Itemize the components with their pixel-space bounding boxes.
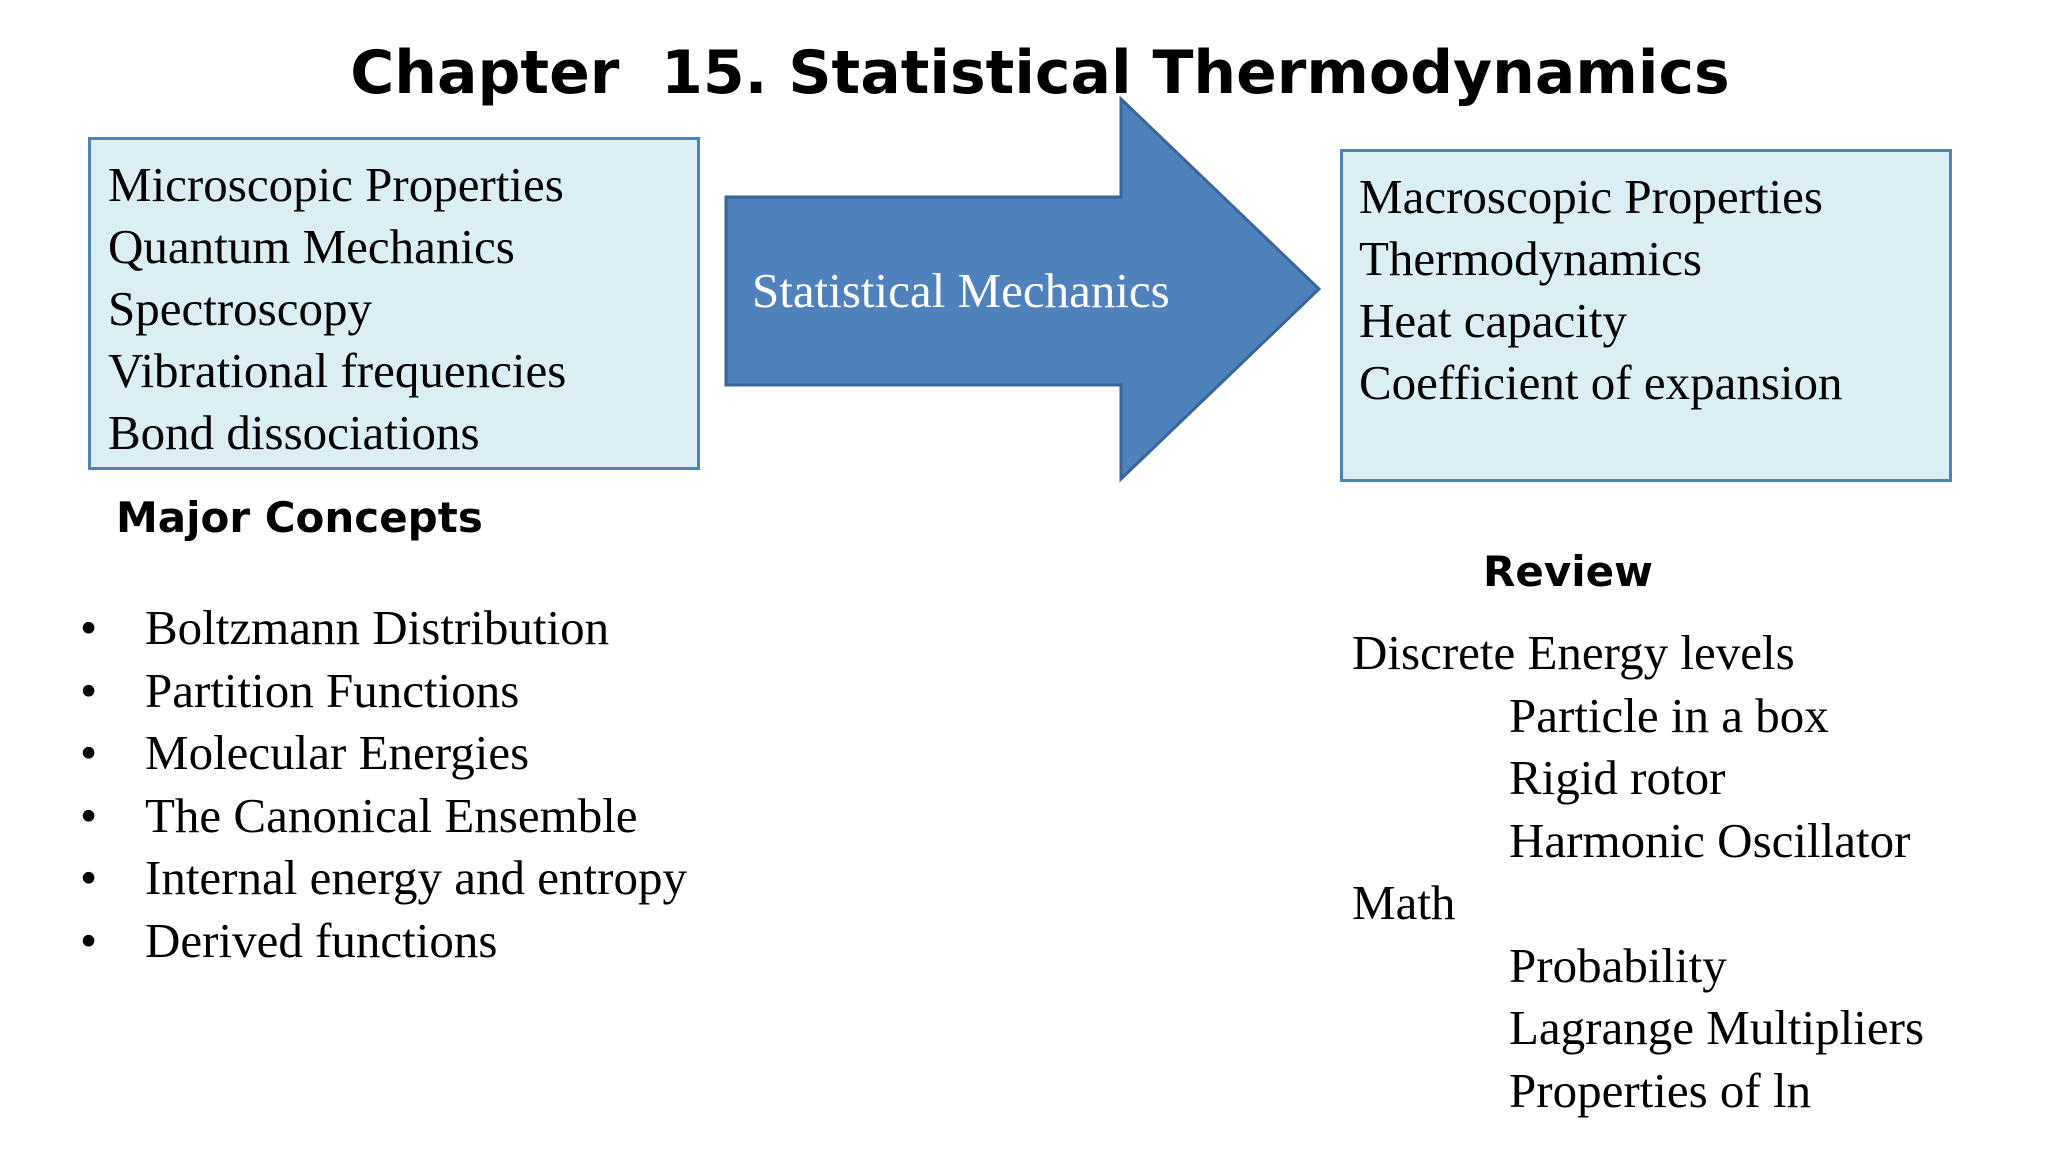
- slide-title: Chapter 15. Statistical Thermodynamics: [350, 38, 1730, 108]
- bullet-icon: •: [80, 912, 98, 968]
- major-concepts-heading: Major Concepts: [116, 493, 483, 542]
- bullet-icon: •: [80, 600, 98, 655]
- box-line: Vibrational frequencies: [108, 343, 567, 398]
- box-line: Spectroscopy: [108, 281, 372, 336]
- box-line: Thermodynamics: [1359, 231, 1702, 286]
- review-item: Harmonic Oscillator: [1509, 812, 1911, 868]
- box-line: Heat capacity: [1359, 293, 1627, 348]
- microscopic-properties-box: [88, 137, 700, 470]
- bullet-icon: •: [80, 850, 98, 905]
- list-item: [80, 910, 687, 973]
- review-item: Probability: [1509, 937, 1727, 993]
- review-heading: Review: [1483, 547, 1653, 596]
- review-item: Lagrange Multipliers: [1509, 1000, 1925, 1055]
- list-item-label: Boltzmann Distribution: [145, 600, 610, 655]
- list-item-label: Internal energy and entropy: [145, 850, 687, 905]
- box-line: Quantum Mechanics: [108, 219, 515, 274]
- box-line: Bond dissociations: [108, 405, 480, 460]
- major-concepts-list: [80, 597, 687, 972]
- list-item: [80, 597, 687, 660]
- review-list: [1352, 622, 1924, 1122]
- review-item: Properties of ln: [1509, 1062, 1812, 1118]
- box-line: Macroscopic Properties: [1359, 169, 1823, 224]
- review-item: Particle in a box: [1509, 687, 1829, 743]
- macroscopic-properties-box: [1340, 149, 1952, 482]
- review-group-label: Math: [1352, 875, 1456, 930]
- bullet-icon: •: [80, 787, 98, 843]
- arrow-label: Statistical Mechanics: [752, 263, 1170, 318]
- bullet-icon: •: [80, 725, 98, 780]
- list-item-label: Derived functions: [145, 912, 498, 968]
- list-item-label: The Canonical Ensemble: [145, 787, 638, 843]
- list-item-label: Molecular Energies: [145, 725, 530, 780]
- list-item: [80, 722, 687, 785]
- list-item: [80, 847, 687, 910]
- review-group-label: Discrete Energy levels: [1352, 625, 1795, 680]
- list-item-label: Partition Functions: [145, 662, 520, 718]
- bullet-icon: •: [80, 662, 98, 718]
- review-item: Rigid rotor: [1509, 750, 1726, 805]
- box-line: Microscopic Properties: [108, 157, 564, 212]
- list-item: [80, 785, 687, 848]
- list-item: [80, 660, 687, 723]
- box-line: Coefficient of expansion: [1359, 355, 1843, 410]
